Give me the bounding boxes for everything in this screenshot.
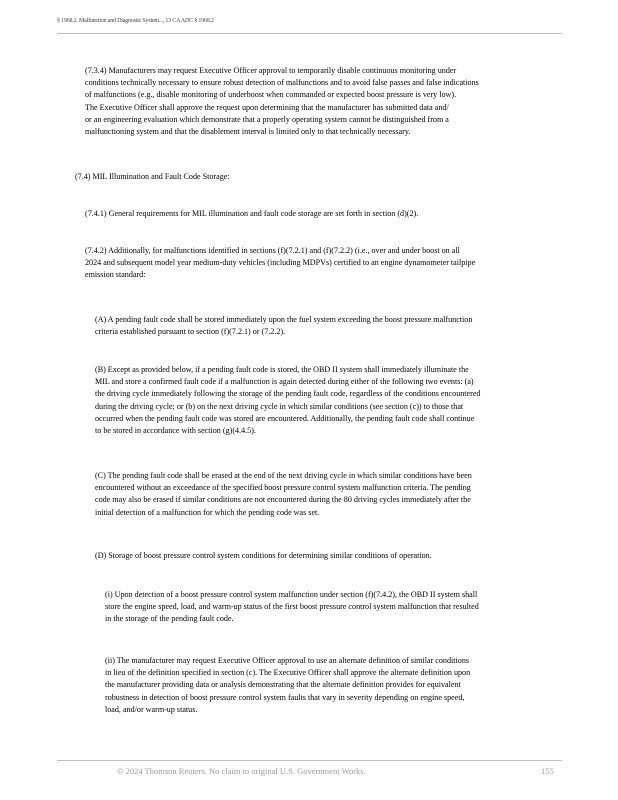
text-line: to be stored in accordance with section (g)(4.4.5). <box>95 426 256 436</box>
text-line: load, and/or warm-up status. <box>105 704 198 714</box>
text-line: (ii) The manufacturer may request Executive Officer approval to use an alternate definition of similar conditions <box>105 656 470 665</box>
paragraph-i <box>105 589 479 626</box>
text-line: criteria established pursuant to section (f)(7.2.1) or (7.2.2). <box>95 327 286 337</box>
text-line: initial detection of a malfunction for which the pending code was set. <box>95 507 320 517</box>
text-line: store the engine speed, load, and warm-up status of the first boost pressure control system malfunction that resulted <box>105 602 479 612</box>
text-line: of malfunctions (e.g., disable monitoring of underboost when commanded or expected boost pressure is very low). <box>85 90 457 100</box>
text-line: occurred when the pending fault code was stored are encountered. Additionally, the pending fault code shall continue <box>95 413 475 423</box>
paragraph-7-3-4 <box>85 65 479 138</box>
text-line: (7.4) MIL Illumination and Fault Code Storage: <box>75 172 230 181</box>
page-number: 155 <box>541 766 554 776</box>
text-line: (A) A pending fault code shall be stored immediately upon the fuel system exceeding the boost pressure malfunction <box>95 315 473 324</box>
text-line: encountered without an exceedance of the specified boost pressure control system malfunction criteria. The pending <box>95 483 471 493</box>
text-line: (C) The pending fault code shall be erased at the end of the next driving cycle in which similar conditions have been <box>95 471 472 480</box>
text-line: in lieu of the definition specified in section (c). The Executive Officer shall approve the alternate definition upon <box>105 668 471 678</box>
paragraph-d <box>95 550 432 562</box>
text-line: the manufacturer providing data or analysis demonstrating that the alternate definition provides for equivalent <box>105 680 461 690</box>
paragraph-c <box>95 470 472 519</box>
text-line: emission standard: <box>85 270 146 280</box>
text-line: during the driving cycle; or (b) on the next driving cycle in which similar conditions (see section (c)) to those that <box>95 401 464 411</box>
paragraph-7-4-2 <box>85 245 475 282</box>
footer-copyright: © 2024 Thomson Reuters. No claim to original U.S. Government Works. <box>117 766 366 776</box>
paragraph-7-4-1 <box>85 208 418 220</box>
heading-7-4 <box>75 171 230 183</box>
text-line: the driving cycle immediately following the storage of the pending fault code, regardless of the conditions encountered <box>95 389 481 399</box>
text-line: (B) Except as provided below, if a pending fault code is stored, the OBD II system shall immediately illuminate the <box>95 365 469 374</box>
text-line: code may also be erased if similar conditions are not encountered during the 80 driving cycles immediately after the <box>95 495 471 505</box>
paragraph-a <box>95 314 472 338</box>
paragraph-ii <box>105 655 470 716</box>
text-line: (7.3.4) Manufacturers may request Executive Officer approval to temporarily disable continuous monitoring under <box>85 66 457 75</box>
header-divider <box>57 33 562 34</box>
text-line: MIL and store a confirmed fault code if a malfunction is again detected during either of the following two events: (a) <box>95 377 474 387</box>
text-line: (7.4.1) General requirements for MIL illumination and fault code storage are set forth in section (d)(2). <box>85 209 419 218</box>
footer-divider <box>57 760 562 761</box>
paragraph-b <box>95 364 480 437</box>
text-line: conditions technically necessary to ensure robust detection of malfunctions and to avoid false passes and false indications <box>85 78 479 88</box>
text-line: (D) Storage of boost pressure control system conditions for determining similar conditions of operation. <box>95 551 432 560</box>
text-line: in the storage of the pending fault code. <box>105 614 234 624</box>
text-line: (7.4.2) Additionally, for malfunctions identified in sections (f)(7.2.1) and (f)(7.2.2) (i.e., over and under boost on all <box>85 246 460 255</box>
text-line: malfunctioning system and that the disablement interval is limited only to that technically necessary. <box>85 127 411 137</box>
text-line: The Executive Officer shall approve the request upon determining that the manufacturer has submitted data and/ <box>85 102 449 112</box>
text-line: robustness in detection of boost pressure control system faults that vary in severity depending on engine speed, <box>105 692 465 702</box>
text-line: or an engineering evaluation which demonstrate that a properly operating system cannot be distinguished from a <box>85 114 449 124</box>
text-line: 2024 and subsequent model year medium-duty vehicles (including MDPVs) certified to an engine dynamometer tailpipe <box>85 258 476 268</box>
running-head: § 1968.2. Malfunction and Diagnostic System..., 13 CA ADC § 1968.2 <box>57 18 214 24</box>
text-line: (i) Upon detection of a boost pressure control system malfunction under section (f)(7.4.2), the OBD II system shall <box>105 590 478 599</box>
